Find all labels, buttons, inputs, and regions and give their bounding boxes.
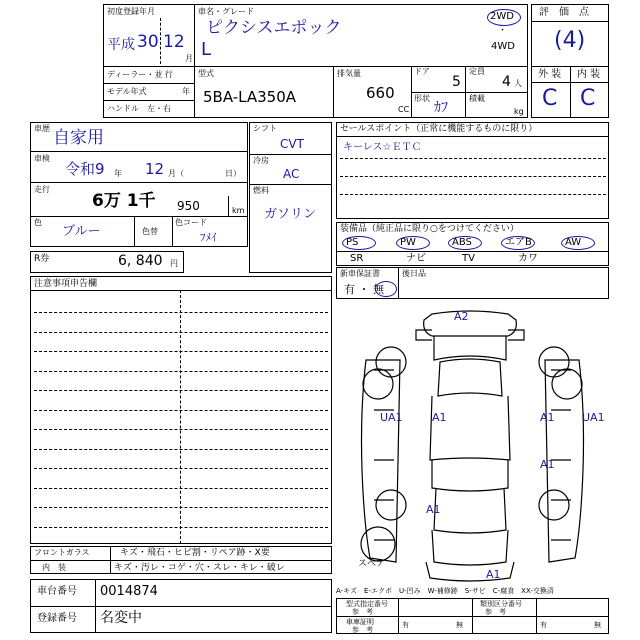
capacity-label: 定員 <box>469 67 485 76</box>
interior-label: 内 装 <box>577 69 601 80</box>
month-unit: 月 <box>185 54 193 63</box>
drive-dot: ・ <box>498 26 508 36</box>
recycle-unit: 円 <box>170 259 178 268</box>
notes-line <box>34 410 328 411</box>
displacement-value: 660 <box>366 84 395 102</box>
mileage-sub: 950 <box>177 199 200 213</box>
class-label: 類別区分番号 <box>480 600 522 608</box>
ref2: 参 考 <box>485 608 506 616</box>
shift-label: シフト <box>253 124 277 133</box>
first-reg-label: 初度登録年月 <box>107 7 155 16</box>
notes-line <box>34 449 328 450</box>
mileage-value: 6万 1千 <box>92 191 156 211</box>
dealer-label: ディーラー・並 行 <box>107 70 173 79</box>
chassis-value: 0014874 <box>100 584 158 599</box>
cert-yes-2: 有 <box>540 621 547 629</box>
equipment-item-row2-0: SR <box>350 253 364 264</box>
equipment-item-row2-2: TV <box>462 253 475 264</box>
equipment-label: 装備品（純正品に限り○をつけてください） <box>340 224 519 234</box>
door-label: ドア <box>414 67 430 76</box>
cert-sub: 参 考 <box>352 626 373 634</box>
exterior-value: C <box>542 86 558 111</box>
equipment-item-row2-3: カワ <box>518 253 538 264</box>
inspection-month: 12 <box>145 160 165 178</box>
front-glass-value: キズ・飛石・ヒビ割・リペア跡・X要 <box>120 548 270 558</box>
exterior-label: 外 装 <box>538 69 562 80</box>
warranty-value: 有 ・ 無 <box>344 283 384 296</box>
cert-no-2: 無 <box>594 621 601 629</box>
equipment-item-row2-1: ナビ <box>406 253 426 264</box>
recycle-label: R券 <box>34 254 50 264</box>
car-damage-diagram <box>336 300 609 590</box>
notes-line <box>34 312 328 313</box>
displacement-label: 排気量 <box>337 69 361 78</box>
warranty-label: 新車保証書 <box>340 269 380 278</box>
interior-insp-label: 内 装 <box>42 563 66 572</box>
equipment-item-4: AW <box>565 237 582 248</box>
mileage-unit: km <box>232 206 245 215</box>
ac-label: 冷房 <box>253 156 269 165</box>
interior-color-label: 色替 <box>142 227 158 236</box>
load-label: 積載 <box>469 94 485 103</box>
era: 平成 <box>107 37 135 53</box>
front-glass-label: フロントガラス <box>34 548 90 557</box>
damage-mark-a1-rear: A1 <box>486 568 501 581</box>
type-value: 5BA-LA350A <box>203 88 297 106</box>
equipment-item-3: エアB <box>505 237 532 248</box>
displacement-unit: CC <box>398 105 410 114</box>
capacity-value: 4 <box>502 74 511 90</box>
damage-mark-a1-right-door: A1 <box>540 411 555 424</box>
door-value: 5 <box>452 74 461 90</box>
car-name-label: 車名・グレード <box>198 7 254 16</box>
inspection-label: 車検 <box>34 154 50 163</box>
equipment-item-2: ABS <box>452 237 472 248</box>
model-year-unit: 年 <box>182 87 190 96</box>
interior-value: C <box>580 86 596 111</box>
car-name: ピクシスエポック <box>206 18 342 38</box>
notes-line <box>34 507 328 508</box>
usage-label: 車歴 <box>34 124 50 133</box>
damage-mark-ua1-right: UA1 <box>582 411 605 424</box>
inspection-day-unit: 日） <box>225 169 241 178</box>
shape-value: ｶﾌ <box>434 100 448 116</box>
sales-points-value: キーレス☆ＥＴＣ <box>343 142 422 153</box>
ref1: 参 考 <box>352 608 373 616</box>
registration-value: 名変中 <box>100 610 142 626</box>
equipment-item-1: PW <box>400 237 416 248</box>
fuel-label: 燃料 <box>253 186 269 195</box>
interior-insp-value: キズ・汚レ・コゲ・穴・スレ・キレ・破レ <box>114 563 285 573</box>
registration-label: 登録番号 <box>37 613 77 624</box>
damage-mark-a1-left-door: A1 <box>432 411 447 424</box>
recycle-value: 6, 840 <box>118 253 163 269</box>
inspection-era: 令和9 <box>65 160 105 178</box>
load-unit: kg <box>514 107 524 116</box>
chassis-label: 車台番号 <box>37 586 77 597</box>
reg-month: 12 <box>163 32 185 52</box>
notes-line <box>34 351 328 352</box>
color-value: ブルー <box>62 224 101 239</box>
notes-line <box>34 527 328 528</box>
cert-no-1: 無 <box>456 621 463 629</box>
notes-line <box>34 390 328 391</box>
warranty-no-label: 後日品 <box>402 269 426 278</box>
cert-yes-1: 有 <box>402 621 409 629</box>
rating-label: 評 価 点 <box>539 7 589 18</box>
usage-value: 自家用 <box>53 128 104 148</box>
fuel-value: ガソリン <box>264 207 317 222</box>
warranty-no-circle <box>375 281 397 297</box>
inspection-month-unit: 月（ <box>168 169 184 178</box>
rating-score: (4) <box>554 28 586 53</box>
damage-mark-a2: A2 <box>454 310 469 323</box>
damage-mark-ua1-left: UA1 <box>380 411 403 424</box>
cert-label: 車庫証明 <box>346 618 374 626</box>
ac-value: AC <box>283 167 300 181</box>
inspection-year-unit: 年 <box>114 169 122 178</box>
type-cert-label: 型式指定番号 <box>346 600 388 608</box>
sales-points-label: セールスポイント（正常に機能するものに限り） <box>340 124 538 134</box>
notes-line <box>34 332 328 333</box>
spare-label: スペア <box>358 559 386 569</box>
color-label: 色 <box>34 218 42 227</box>
drive-4wd: 4WD <box>491 41 515 52</box>
damage-mark-a1-left-rear: A1 <box>426 503 441 516</box>
diagram-legend: A-キズ E-エクボ U-凹み W-補修跡 S-サビ C-腐食 XX-交換済 <box>336 587 554 595</box>
notes-line <box>34 468 328 469</box>
equipment-item-0: PS <box>346 237 359 248</box>
color-code-label: 色コード <box>175 218 207 227</box>
notes-line <box>34 488 328 489</box>
shift-value: CVT <box>280 137 304 151</box>
notes-line <box>34 429 328 430</box>
drive-2wd: 2WD <box>490 11 514 22</box>
notes-label: 注意事項申告欄 <box>34 279 98 289</box>
capacity-unit: 人 <box>514 79 522 88</box>
notes-line <box>34 371 328 372</box>
mileage-label: 走行 <box>34 185 50 194</box>
reg-year: 30 <box>137 32 159 52</box>
shape-label: 形状 <box>414 94 430 103</box>
type-label: 型式 <box>198 69 214 78</box>
grade: L <box>201 39 212 60</box>
color-code-value: ﾌﾒｲ <box>200 231 217 244</box>
model-year-label: モデル年式 <box>107 87 147 96</box>
damage-mark-a1-right-rear: A1 <box>540 458 555 471</box>
handle-label: ハンドル 左・右 <box>107 104 171 113</box>
